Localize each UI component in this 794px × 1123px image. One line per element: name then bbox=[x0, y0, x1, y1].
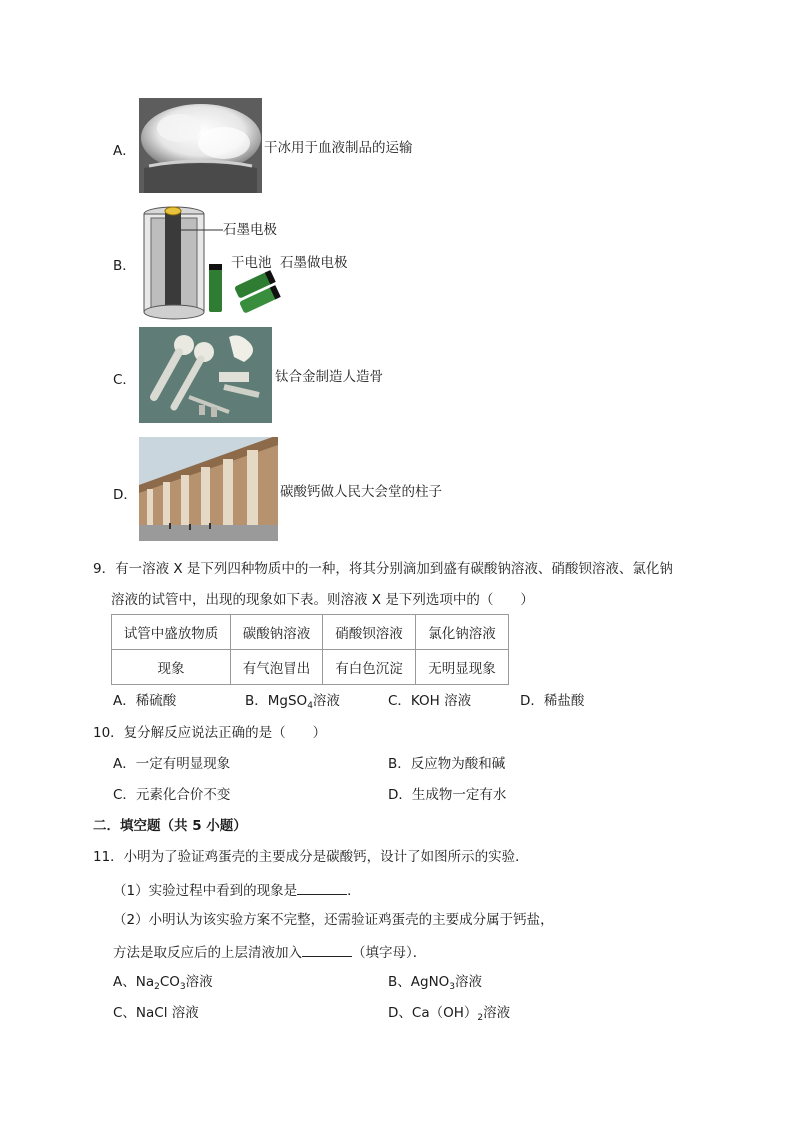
option-c-caption: 钛合金制造人造骨 bbox=[275, 369, 383, 385]
q11-option-d: D、$Ca(OH)_2$溶液 bbox=[388, 1005, 511, 1023]
option-d-caption: 碳酸钙做人民大会堂的柱子 bbox=[280, 484, 442, 500]
option-a-caption: 干冰用于血液制品的运输 bbox=[264, 140, 413, 156]
option-d-letter: D． bbox=[113, 487, 137, 503]
q9-option-a: A．稀硫酸 bbox=[113, 693, 177, 709]
option-a-letter: A． bbox=[113, 143, 136, 159]
q9-option-b: B．MgSO$_4$溶液 bbox=[245, 693, 340, 711]
q10-option-d: D．生成物一定有水 bbox=[388, 787, 507, 803]
q11-stem: 11．小明为了验证鸡蛋壳的主要成分是碳酸钙，设计了如图所示的实验． bbox=[93, 849, 529, 865]
table-row bbox=[112, 615, 509, 650]
option-b-letter: B． bbox=[113, 258, 136, 274]
table-cell: 试管中盛放物质 bbox=[112, 615, 231, 650]
table-cell: 硝酸钡溶液 bbox=[323, 615, 416, 650]
q11-option-b: B、AgNO$_3$溶液 bbox=[388, 974, 483, 992]
dry-ice-photo bbox=[139, 98, 262, 193]
table-cell: 现象 bbox=[112, 650, 231, 685]
q11-option-c: C、NaCl 溶液 bbox=[113, 1005, 199, 1021]
section-title: 二．填空题（共 5 小题） bbox=[93, 818, 247, 834]
option-c-letter: C． bbox=[113, 372, 136, 388]
titanium-bone-photo bbox=[139, 327, 272, 423]
label-dry-battery: 干电池 bbox=[231, 255, 272, 271]
q9-option-d: D．稀盐酸 bbox=[520, 693, 585, 709]
answer-blank[interactable] bbox=[302, 942, 352, 957]
table-cell: 有气泡冒出 bbox=[231, 650, 323, 685]
q11-part1: （1）实验过程中看到的现象是 ． bbox=[113, 880, 361, 900]
q11-part3: 方法是取反应后的上层清液加入 （填字母）． bbox=[113, 942, 426, 962]
label-graphite-electrode: 石墨电极 bbox=[223, 222, 277, 238]
q10-option-c: C．元素化合价不变 bbox=[113, 787, 231, 803]
q9-stem-line1: 9．有一溶液 X 是下列四种物质中的一种，将其分别滴加到盛有碳酸钠溶液、硝酸钡溶液、氯化钠 bbox=[93, 561, 673, 577]
option-b-caption: 石墨做电极 bbox=[280, 255, 348, 271]
table-cell: 有白色沉淀 bbox=[323, 650, 416, 685]
table-row bbox=[112, 650, 509, 685]
table-cell: 氯化钠溶液 bbox=[416, 615, 509, 650]
q10-stem: 10．复分解反应说法正确的是（ ） bbox=[93, 725, 327, 741]
table-cell: 碳酸钠溶液 bbox=[231, 615, 323, 650]
q11-option-a: A、$Na_2CO_3$溶液 bbox=[113, 974, 213, 992]
q11-part2: （2）小明认为该实验方案不完整，还需验证鸡蛋壳的主要成分属于钙盐， bbox=[113, 912, 554, 928]
q10-option-a: A．一定有明显现象 bbox=[113, 756, 231, 772]
table-cell: 无明显现象 bbox=[416, 650, 509, 685]
great-hall-photo bbox=[139, 437, 278, 541]
q9-table bbox=[111, 614, 509, 685]
q9-option-c: C．KOH 溶液 bbox=[388, 693, 472, 709]
answer-blank[interactable] bbox=[297, 880, 347, 895]
q9-stem-line2: 溶液的试管中，出现的现象如下表。则溶液 X 是下列选项中的（ ） bbox=[111, 592, 534, 608]
q10-option-b: B．反应物为酸和碱 bbox=[388, 756, 506, 772]
